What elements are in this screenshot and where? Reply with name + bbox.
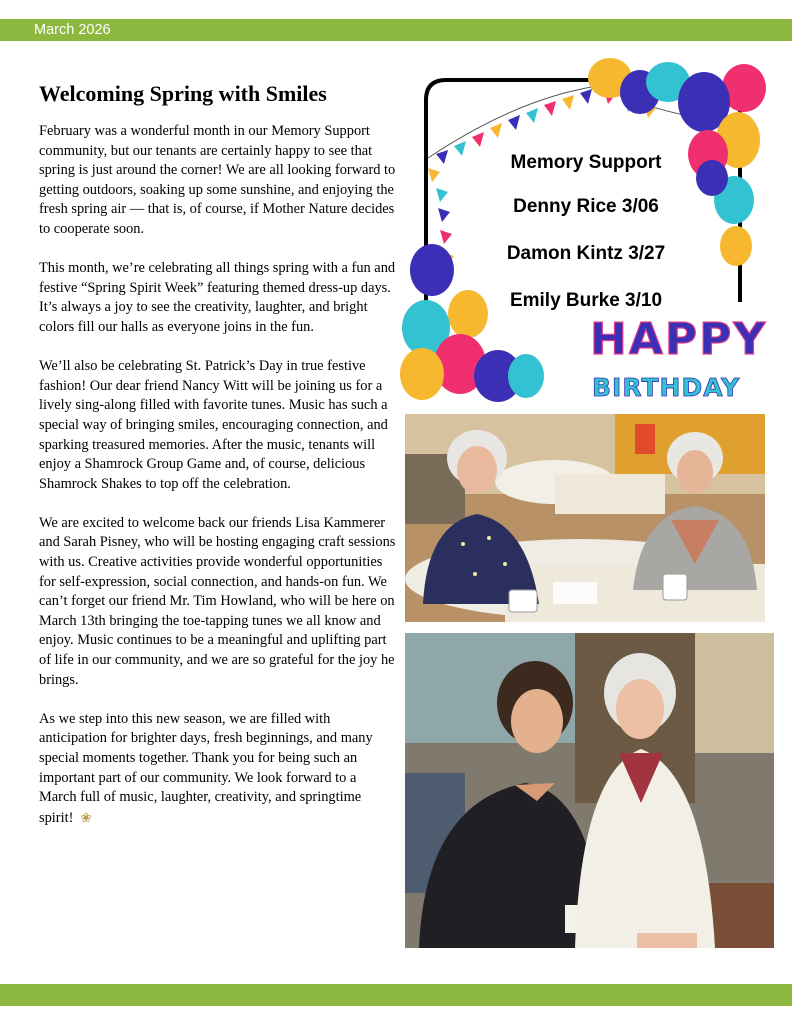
- photo-residents-table: [405, 414, 765, 622]
- footer-bar: [0, 984, 792, 1006]
- article-paragraph: This month, we’re celebrating all things spring with a fun and festive “Spring Spirit Week” featuring themed dress-up days. It’s always a joy to see the creativity, laughter, and bright colors fill our halls as everyone joins in the fun.: [39, 260, 396, 335]
- article-paragraph: We’ll also be celebrating St. Patrick’s Day in true festive fashion! Our dear friend Nancy Witt will be joining us for a lively sing-along filled with favorite tunes. Music has such a special way of bringing smiles, encouraging connection, and sparking treasured memories. After the music, tenants will enjoy a Shamrock Group Game and, of course, delicious Shamrock Shakes to top off the celebration.: [39, 358, 388, 492]
- birthday-item: Damon Kintz 3/27: [506, 243, 666, 264]
- birthday-item: Emily Burke 3/10: [509, 290, 663, 311]
- article-title: Welcoming Spring with Smiles: [39, 81, 327, 106]
- birthday-list-title: Memory Support: [510, 152, 662, 173]
- article-paragraph-text: As we step into this new season, we are filled with anticipation for brighter days, fresh beginnings, and many special moments together. Thank you for being such an important part of our community. We look forward to a March full of music, laughter, creativity, and springtime spirit!: [39, 710, 373, 826]
- flower-icon: ❀: [80, 809, 92, 825]
- header-bar: [0, 19, 792, 41]
- birthday-card: [398, 58, 772, 410]
- happy-lettering: HAPPY: [590, 314, 768, 365]
- birthday-lettering: BIRTHDAY: [592, 373, 741, 402]
- photo-staff-resident: [405, 633, 774, 948]
- article-paragraph: [39, 710, 397, 829]
- article: [39, 80, 397, 848]
- article-paragraph: We are excited to welcome back our friends Lisa Kammerer and Sarah Pisney, who will be hosting engaging craft sessions with us. Creative activities provide wonderful opportunities for self-expression, social connection, and hands-on fun. We can’t forget our friend Mr. Tim Howland, who will be here on March 13th bringing the toe-tapping tunes we all know and enjoy. Music continues to be a meaningful and uplifting part of life in our community, and we are so grateful for the joy he brings.: [39, 514, 396, 688]
- issue-date: March 2026: [34, 22, 111, 38]
- birthday-item: Denny Rice 3/06: [513, 196, 659, 217]
- birthday-list: [486, 148, 686, 333]
- article-paragraph: February was a wonderful month in our Memory Support community, but our tenants are certainly happy to see that spring is just around the corner! We are all looking forward to getting outdoors, soaking up some sunshine, and enjoying the fresh spring air — that is, of course, if Mother Nature decides to cooperate soon.: [39, 123, 396, 237]
